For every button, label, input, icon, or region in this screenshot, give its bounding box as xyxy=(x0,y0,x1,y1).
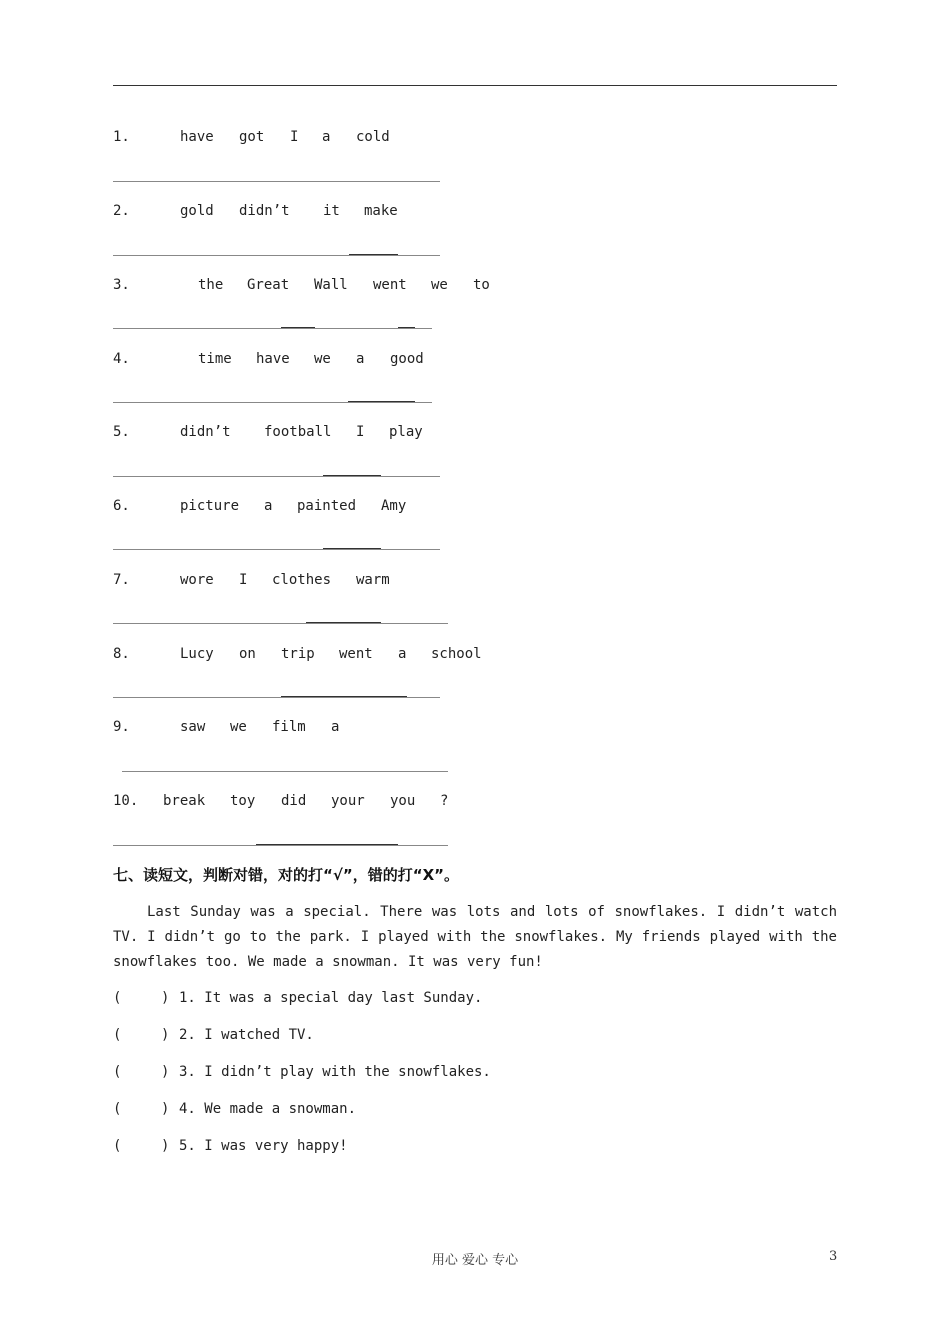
word: football xyxy=(264,424,332,440)
answer-line-2[interactable] xyxy=(113,255,440,256)
question-number: 8. xyxy=(113,646,130,662)
word: did xyxy=(281,793,307,809)
answer-line-8[interactable] xyxy=(113,697,440,698)
word: Wall xyxy=(314,277,348,293)
answer-line-10[interactable] xyxy=(113,845,448,846)
word: trip xyxy=(281,646,315,662)
answer-paren-open[interactable]: ( xyxy=(113,1027,122,1043)
answer-paren-open[interactable]: ( xyxy=(113,990,122,1006)
word: play xyxy=(389,424,423,440)
answer-line-mark xyxy=(348,401,415,402)
word: school xyxy=(431,646,482,662)
question-number: 10. xyxy=(113,793,139,809)
answer-line-mark xyxy=(256,844,398,845)
answer-line-3[interactable] xyxy=(113,328,432,329)
word: Lucy xyxy=(180,646,214,662)
answer-paren-open[interactable]: ( xyxy=(113,1064,122,1080)
answer-line-mark xyxy=(398,327,415,328)
word: toy xyxy=(230,793,256,809)
answer-paren-open[interactable]: ( xyxy=(113,1101,122,1117)
word: a xyxy=(322,129,331,145)
word: Great xyxy=(247,277,290,293)
question-number: 5. xyxy=(113,424,130,440)
word: film xyxy=(272,719,306,735)
header-rule xyxy=(113,85,837,86)
answer-line-9[interactable] xyxy=(122,771,448,772)
answer-line-7[interactable] xyxy=(113,623,448,624)
word: we xyxy=(314,351,331,367)
answer-line-5[interactable] xyxy=(113,476,440,477)
word: Amy xyxy=(381,498,407,514)
judge-statement: 4. We made a snowman. xyxy=(179,1101,357,1117)
reading-passage: Last Sunday was a special. There was lots and lots of snowflakes. I didn’t watch TV. I didn’t go to the park. I played with the snowflakes. My friends played with the snowflakes too. We made a snowman. It was very fun! xyxy=(113,904,837,970)
answer-line-mark xyxy=(281,327,315,328)
word: warm xyxy=(356,572,390,588)
word: we xyxy=(230,719,247,735)
word: saw xyxy=(180,719,206,735)
section-title: 七、读短文，判断对错，对的打“√”，错的打“X”。 xyxy=(113,866,460,884)
answer-line-mark xyxy=(323,548,381,549)
word: a xyxy=(264,498,273,514)
word: have xyxy=(256,351,290,367)
word: got xyxy=(239,129,265,145)
word: good xyxy=(390,351,424,367)
footer-motto: 用心 爱心 专心 xyxy=(431,1253,519,1268)
word: ? xyxy=(440,793,449,809)
judge-statement: 1. It was a special day last Sunday. xyxy=(179,990,483,1006)
answer-paren-close: ) xyxy=(161,1101,170,1117)
word: you xyxy=(390,793,416,809)
word: didn’t xyxy=(180,424,231,440)
word: make xyxy=(364,203,398,219)
page-number: 3 xyxy=(829,1249,838,1264)
question-number: 4. xyxy=(113,351,130,367)
word: the xyxy=(198,277,224,293)
question-number: 2. xyxy=(113,203,130,219)
question-number: 1. xyxy=(113,129,130,145)
question-number: 6. xyxy=(113,498,130,514)
word: I xyxy=(290,129,299,145)
answer-paren-close: ) xyxy=(161,990,170,1006)
judge-statement: 5. I was very happy! xyxy=(179,1138,348,1154)
answer-line-4[interactable] xyxy=(113,402,432,403)
answer-paren-close: ) xyxy=(161,1064,170,1080)
question-number: 7. xyxy=(113,572,130,588)
word: it xyxy=(323,203,340,219)
word: have xyxy=(180,129,214,145)
answer-line-6[interactable] xyxy=(113,549,440,550)
judge-statement: 3. I didn’t play with the snowflakes. xyxy=(179,1064,491,1080)
word: your xyxy=(331,793,365,809)
answer-line-mark xyxy=(349,254,398,255)
word: we xyxy=(431,277,448,293)
answer-line-mark xyxy=(306,622,381,623)
word: a xyxy=(398,646,407,662)
answer-paren-close: ) xyxy=(161,1138,170,1154)
answer-line-mark xyxy=(323,475,381,476)
word: time xyxy=(198,351,232,367)
word: a xyxy=(331,719,340,735)
word: I xyxy=(239,572,248,588)
word: I xyxy=(356,424,365,440)
word: gold xyxy=(180,203,214,219)
word: break xyxy=(163,793,206,809)
judge-statement: 2. I watched TV. xyxy=(179,1027,314,1043)
answer-paren-close: ) xyxy=(161,1027,170,1043)
word: picture xyxy=(180,498,240,514)
word: painted xyxy=(297,498,357,514)
question-number: 3. xyxy=(113,277,130,293)
word: cold xyxy=(356,129,390,145)
word: wore xyxy=(180,572,214,588)
word: went xyxy=(339,646,373,662)
word: on xyxy=(239,646,256,662)
word: to xyxy=(473,277,490,293)
question-number: 9. xyxy=(113,719,130,735)
word: clothes xyxy=(272,572,332,588)
word: went xyxy=(373,277,407,293)
word: a xyxy=(356,351,365,367)
answer-line-mark xyxy=(281,696,407,697)
word: didn’t xyxy=(239,203,290,219)
answer-line-1[interactable] xyxy=(113,181,440,182)
answer-paren-open[interactable]: ( xyxy=(113,1138,122,1154)
